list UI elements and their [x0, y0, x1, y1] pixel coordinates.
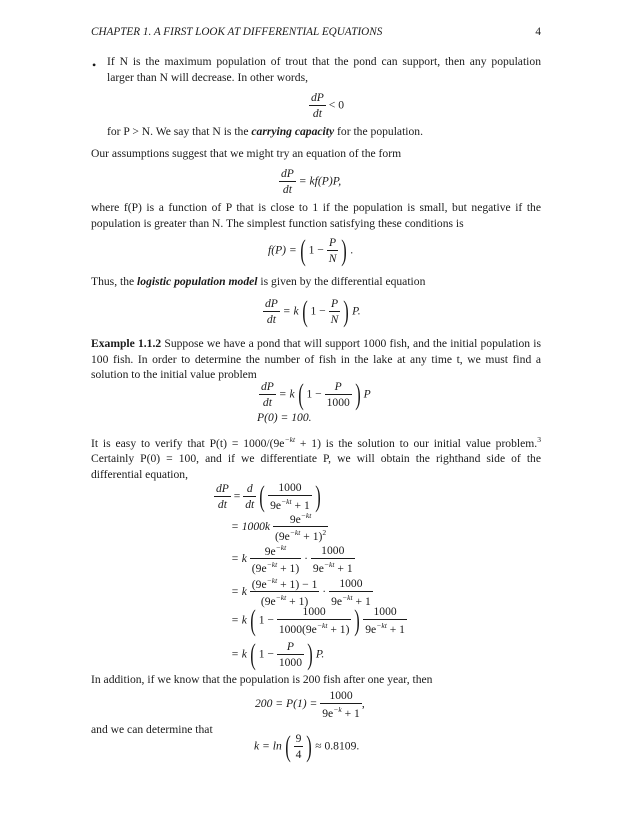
initial-condition: P(0) = 100.	[257, 411, 312, 424]
carrying-capacity-term: carrying capacity	[251, 125, 335, 138]
paragraph-logistic: Thus, the logistic population model is given by the differential equation	[91, 275, 426, 288]
equation-decrease: $\frac{dP}{dt}$ < 0	[311, 91, 345, 120]
equation-general-form: $\frac{dP}{dt}$ = kf(P)P,	[281, 167, 342, 196]
paragraph-addition: In addition, if we know that the population is 200 fish after one year, then	[91, 673, 433, 686]
page-number: 4	[535, 26, 541, 38]
equation-one-year: 200 = P(1) = $\frac{1000}{9e^{-k} + 1}$ ,	[255, 689, 365, 720]
example-paragraph: Example 1.1.2 Suppose we have a pond that will support 1000 fish, and the initial population is 100 fish. In order to determine the number of fish in the lake at any time t, we must find a solution to the initial value problem	[91, 337, 541, 382]
carrying-capacity-sentence: for P > N. We say that N is the carrying capacity for the population.	[107, 125, 424, 138]
paragraph-determine: and we can determine that	[91, 723, 213, 736]
example-label: Example 1.1.2	[91, 337, 162, 350]
running-header	[91, 26, 541, 38]
equation-ivp: $\frac{dP}{dt}$ = k ( 1 − $\frac{P}{1000}$ ) P	[261, 378, 371, 411]
derivation-line-3: = k $\frac{9e^{-kt}}{(9e^{-kt} + 1)}$ · $\frac{1000}{9e^{-kt} + 1}$	[231, 543, 353, 576]
derivation-line-4: = k $\frac{(9e^{-kt} + 1) - 1}{(9e^{-kt} + 1)}$ · $\frac{1000}{9e^{-kt} + 1}$	[231, 576, 371, 609]
derivation-line-1: $\frac{dP}{dt}$ = $\frac{d}{dt}$ ( $\frac{1000}{9e^{-kt} + 1}$ )	[216, 480, 321, 513]
paragraph-verify: It is easy to verify that $P(t) = 1000/(9e^{-kt} + 1)$ is the solution to our initial value problem.$^3$ Certainly P(0) = 100, and if we differentiate P, we will obtain the righthand side of the differential equation,	[91, 435, 541, 482]
derivation-line-5: = k ( 1 − $\frac{1000}{1000(9e^{-kt} + 1)}$ ) $\frac{1000}{9e^{-kt} + 1}$	[231, 604, 405, 637]
paragraph-assumptions: Our assumptions suggest that we might try an equation of the form	[91, 147, 402, 160]
derivation-line-6: = k ( 1 − $\frac{P}{1000}$ ) P.	[231, 638, 325, 671]
chapter-title: CHAPTER 1. A FIRST LOOK AT DIFFERENTIAL EQUATIONS	[91, 26, 383, 38]
equation-k-value: k = ln ( $\frac{9}{4}$ ) ≈ 0.8109.	[254, 730, 360, 763]
bullet-text: If N is the maximum population of trout that the pond can support, then any population larger than N will decrease. In other words,	[107, 55, 541, 84]
bullet-icon: •	[92, 58, 97, 72]
equation-f-of-p: f(P) = ( 1 − $\frac{P}{N}$ ) .	[268, 234, 354, 267]
equation-logistic: $\frac{dP}{dt}$ = k ( 1 − $\frac{P}{N}$ ) P.	[265, 295, 361, 328]
logistic-model-term: logistic population model	[137, 275, 258, 288]
paragraph-where: where f(P) is a function of P that is close to 1 if the population is small, but negative if the population is greater than N. The simplest function satisfying these conditions is	[91, 201, 541, 230]
derivation-line-2: = 1000k $\frac{9e^{-kt}}{(9e^{-kt} + 1)^2}$	[231, 511, 327, 544]
